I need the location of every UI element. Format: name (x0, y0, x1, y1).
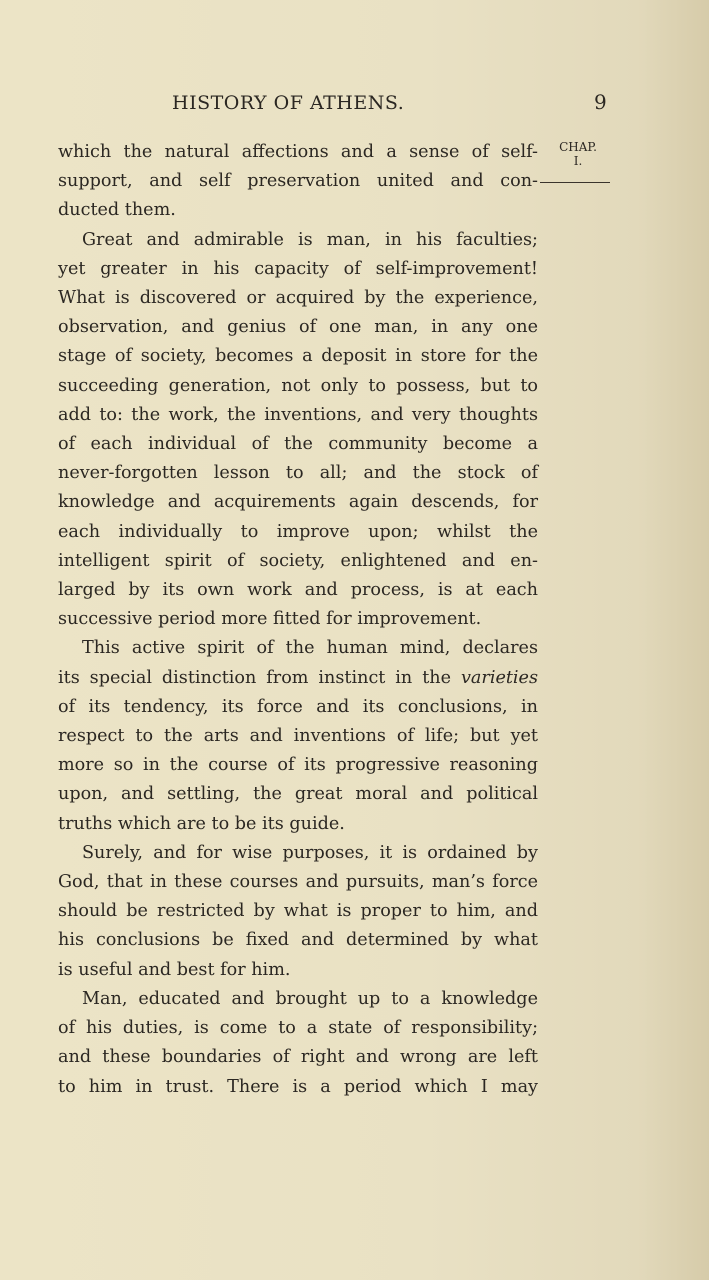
text-line: Great and admirable is man, in his faculties; (82, 229, 538, 250)
page-number: 9 (594, 90, 607, 114)
text-line: of each individual of the community become a (58, 434, 538, 455)
text-line: intelligent spirit of society, enlightened and en- (58, 550, 538, 571)
text-line: add to: the work, the inventions, and very thoughts (58, 404, 538, 425)
text-line: of his duties, is come to a state of responsibility; (58, 1018, 538, 1039)
text-line: successive period more fitted for improvement. (58, 609, 482, 630)
text-line: yet greater in his capacity of self-improvement! (58, 258, 538, 279)
text-line: God, that in these courses and pursuits, man’s force (58, 872, 538, 893)
text-line: of its tendency, its force and its conclusions, in (58, 696, 538, 717)
text-line: support, and self preservation united and con- (58, 171, 538, 192)
text-line: Surely, and for wise purposes, it is ordained by (82, 842, 538, 863)
text-line: each individually to improve upon; whilst the (58, 521, 538, 542)
text-line: should be restricted by what is proper to him, and (58, 901, 538, 922)
text-line: more so in the course of its progressive reasoning (58, 755, 538, 776)
text-line: is useful and best for him. (58, 959, 291, 980)
text-line: knowledge and acquirements again descends, for (58, 492, 538, 513)
italic-word: varieties (460, 667, 538, 688)
paragraph-3 (58, 634, 538, 838)
text-line: Man, educated and brought up to a knowledge (82, 988, 538, 1009)
paragraph-1 (58, 138, 538, 226)
text-line: his conclusions be fixed and determined by what (58, 930, 538, 951)
text-line: This active spirit of the human mind, declares (82, 638, 538, 659)
text-line-with-italic (58, 664, 538, 693)
chapter-rule (540, 182, 610, 183)
text-line: never-forgotten lesson to all; and the stock of (58, 463, 538, 484)
text-line: upon, and settling, the great moral and political (58, 784, 538, 805)
text-line: succeeding generation, not only to possess, but to (58, 375, 538, 396)
text-line: to him in trust. There is a period which I may (58, 1076, 538, 1097)
text-span: its special distinction from instinct in the (58, 667, 461, 688)
body-text (58, 138, 538, 1102)
text-line: truths which are to be its guide. (58, 813, 345, 834)
text-line: ducted them. (58, 200, 176, 221)
text-line: respect to the arts and inventions of life; but yet (58, 726, 538, 747)
text-line: stage of society, becomes a deposit in store for the (58, 346, 538, 367)
text-line: What is discovered or acquired by the experience, (58, 288, 538, 309)
chap-label: CHAP. (559, 140, 597, 154)
paragraph-2 (58, 226, 538, 635)
text-line: larged by its own work and process, is at each (58, 580, 538, 601)
paragraph-4 (58, 839, 538, 985)
chap-number: I. (573, 154, 583, 168)
text-line: and these boundaries of right and wrong are left (58, 1047, 538, 1068)
text-line: which the natural affections and a sense of self- (58, 142, 538, 162)
text-line: observation, and genius of one man, in any one (58, 317, 538, 338)
running-head: HISTORY OF ATHENS. (172, 92, 405, 114)
paragraph-5 (58, 985, 538, 1102)
chapter-marginal-note (546, 140, 610, 168)
